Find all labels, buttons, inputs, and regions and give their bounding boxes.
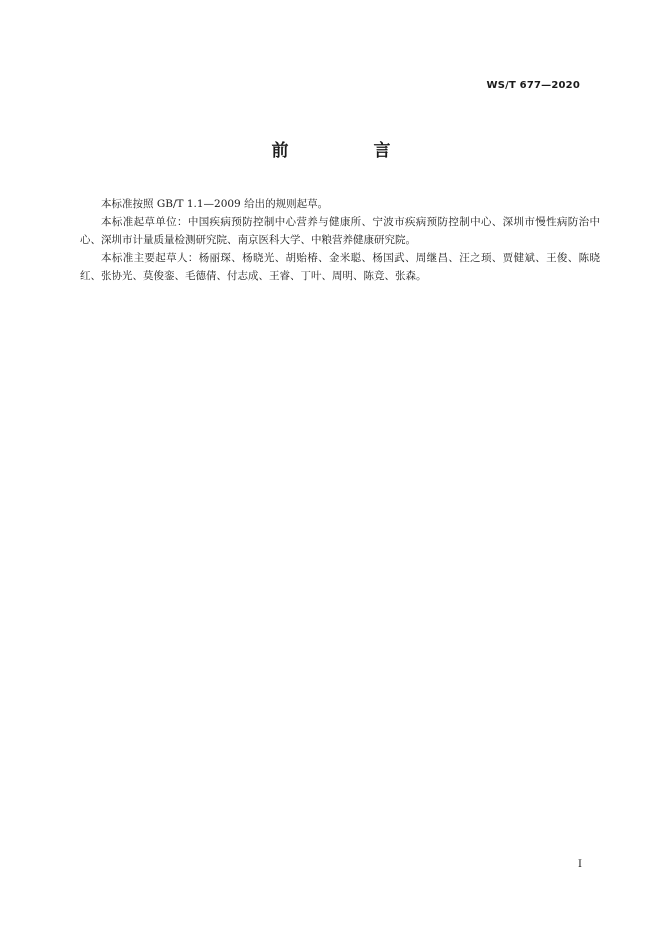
paragraph-drafters: 本标准主要起草人：杨丽琛、杨晓光、胡贻椿、金米聪、杨国武、周继昌、汪之顼、贾健斌、王俊、陈晓红、张协光、莫俊銮、毛德倩、付志成、王睿、丁叶、周明、陈竞、张森。: [80, 252, 600, 282]
page-number: I: [578, 859, 582, 870]
paragraph-drafting-rules: 本标准按照 GB/T 1.1—2009 给出的规则起草。: [101, 198, 329, 210]
standard-code: WS/T 677—2020: [486, 80, 580, 91]
paragraph-drafting-units: 本标准起草单位：中国疾病预防控制中心营养与健康所、宁波市疾病预防控制中心、深圳市慢性病防治中心、深圳市计量质量检测研究院、南京医科大学、中粮营养健康研究院。: [80, 216, 600, 246]
foreword-body: [80, 195, 600, 285]
page-title: 前 言: [271, 141, 425, 161]
